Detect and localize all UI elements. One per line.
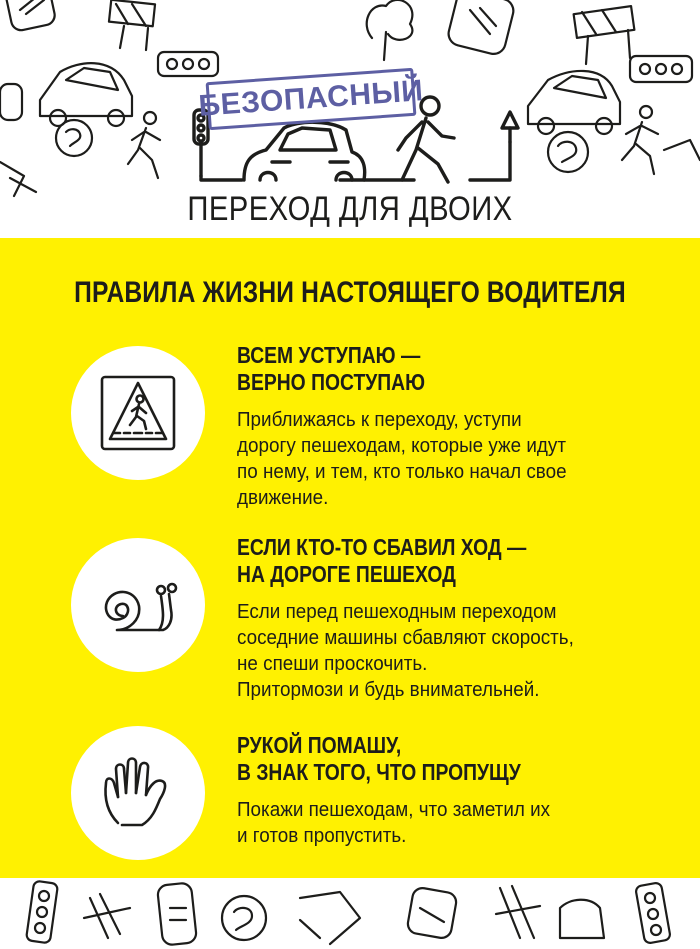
rule-2-body: [237, 599, 642, 703]
tree-doodle-icon: [367, 0, 413, 60]
barrier-doodle-icon: [109, 0, 155, 50]
barrier-doodle-icon: [84, 894, 130, 938]
rule-2: [237, 534, 677, 703]
rule-3-title-line-2: В ЗНАК ТОГО, ЧТО ПРОПУЩУ: [237, 759, 521, 785]
rule-1-title-line-2: ВЕРНО ПОСТУПАЮ: [237, 369, 426, 395]
rule-3: [237, 732, 677, 849]
rule-1: [237, 342, 677, 511]
traffic-light-doodle-icon: [630, 56, 692, 82]
car-doodle-icon: [40, 63, 132, 126]
doodle-pattern-bottom: [0, 878, 700, 949]
safe-stamp: БЕЗОПАСНЫЙ: [206, 68, 417, 130]
rule-1-body-line: Приближаясь к переходу, уступи: [237, 408, 522, 431]
face-doodle-icon: [0, 84, 22, 120]
footer-pattern: [0, 878, 700, 949]
waving-hand-icon: [98, 753, 178, 833]
barrier-doodle-icon: [574, 6, 635, 64]
snail-icon: [93, 570, 183, 640]
rule-2-body-line: соседние машины сбавляют скорость,: [237, 626, 574, 649]
rules-panel: [0, 238, 700, 878]
logo-title: ПЕРЕХОД ДЛЯ ДВОИХ: [187, 190, 513, 228]
rule-3-title-line-1: РУКОЙ ПОМАШУ,: [237, 732, 402, 758]
traffic-light-doodle-icon: [635, 882, 671, 944]
car-doodle-icon: [560, 900, 604, 938]
speed-sign-doodle-icon: [222, 896, 266, 940]
speed-sign-doodle-icon: [548, 132, 588, 172]
rule-2-body-line: Если перед пешеходным переходом: [237, 600, 557, 623]
road-sign-doodle-icon: [446, 0, 516, 56]
hand-doodle-icon: [664, 140, 700, 160]
header-section: [0, 0, 700, 238]
rule-2-title: [237, 534, 607, 588]
rule-1-title-line-1: ВСЕМ УСТУПАЮ —: [237, 342, 421, 368]
rule-2-title-line-1: ЕСЛИ КТО-ТО СБАВИЛ ХОД —: [237, 534, 527, 560]
traffic-light-doodle-icon: [26, 881, 58, 944]
rule-2-body-line: не спеши проскочить.: [237, 652, 428, 675]
rule-2-title-line-2: НА ДОРОГЕ ПЕШЕХОД: [237, 561, 456, 587]
runner-doodle-icon: [128, 112, 160, 178]
speed-sign-doodle-icon: [56, 120, 92, 156]
rule-1-body-line: по нему, и тем, кто только начал свое: [237, 460, 567, 483]
rule-2-body-line: Притормози и будь внимательней.: [237, 678, 540, 701]
car-doodle-icon: [300, 892, 360, 944]
rule-3-title: [237, 732, 607, 786]
rule-1-body-line: дорогу пешеходам, которые уже идут: [237, 434, 566, 457]
main-title: ПРАВИЛА ЖИЗНИ НАСТОЯЩЕГО ВОДИТЕЛЯ: [74, 276, 626, 309]
rule-3-body-line: и готов пропустить.: [237, 824, 407, 847]
car-doodle-icon: [528, 71, 620, 134]
speed-sign-doodle-icon: [157, 882, 197, 945]
rule-3-body-line: Покажи пешеходам, что заметил их: [237, 798, 551, 821]
rule-1-icon-circle: [71, 346, 205, 480]
rule-3-icon-circle: [71, 726, 205, 860]
rule-1-title: [237, 342, 607, 396]
rule-2-icon-circle: [71, 538, 205, 672]
rule-1-body: [237, 407, 642, 511]
rule-3-body: [237, 797, 642, 849]
rule-1-body-line: движение.: [237, 486, 329, 509]
barrier-doodle-icon: [496, 886, 540, 938]
road-sign-doodle-icon: [406, 887, 457, 940]
pedestrian-crossing-icon: [96, 371, 180, 455]
arrows-doodle-icon: [0, 162, 36, 196]
road-sign-doodle-icon: [3, 0, 56, 32]
runner-doodle-icon: [622, 106, 658, 174]
